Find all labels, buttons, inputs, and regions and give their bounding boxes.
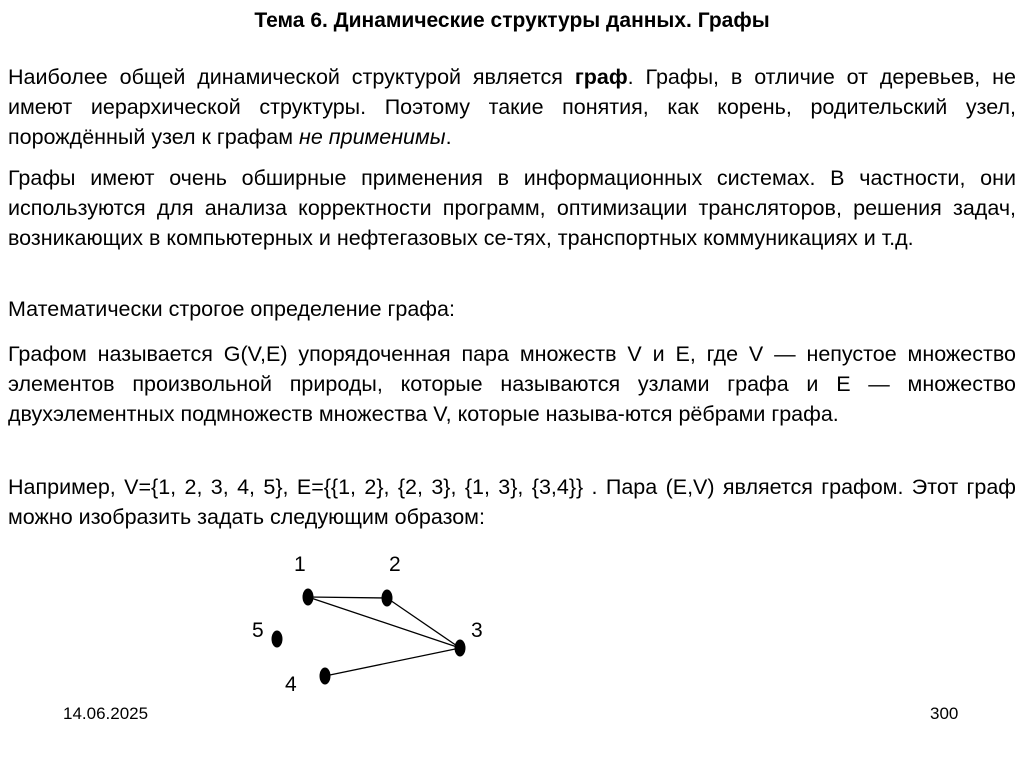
paragraph-applications: Графы имеют очень обширные применения в информационных системах. В частности, они используются для анализа корректности программ, оптимизации трансляторов, решения задач, возникающих в компьютерных и нефтегазовых се-тях, транспортных коммуникациях и т.д. xyxy=(8,166,1016,250)
term-graph: граф xyxy=(574,65,628,89)
footer-date: 14.06.2025 xyxy=(63,704,149,723)
edge-1-2 xyxy=(308,597,387,598)
node-label-4: 4 xyxy=(285,673,297,696)
node-label-2: 2 xyxy=(389,553,401,576)
intro-text-1: Наиболее общей динамической структурой является xyxy=(8,65,575,89)
paragraph-definition: Графом называется G(V,E) упорядоченная пара множеств V и E, где V — непустое множество элементов произвольной природы, которые называются узлами графа и E — множество двухэлементных подмножеств множества V, которые называ-ются рёбрами графа. xyxy=(8,342,1016,426)
node-1 xyxy=(303,589,314,606)
paragraph-definition-heading: Математически строгое определение графа: xyxy=(8,297,455,321)
graph-labels xyxy=(252,553,483,696)
node-3 xyxy=(455,640,466,657)
intro-text-3: . xyxy=(445,125,452,149)
edge-3-4 xyxy=(325,648,460,676)
slide-title: Тема 6. Динамические структуры данных. Графы xyxy=(254,9,770,32)
paragraph-example: Например, V={1, 2, 3, 4, 5}, E={{1, 2}, {2, 3}, {1, 3}, {3,4}} . Пара (E,V) является графом. Этот граф можно изобразить задать следующим образом: xyxy=(8,475,1016,529)
node-5 xyxy=(272,631,283,648)
node-4 xyxy=(320,668,331,685)
edge-2-3 xyxy=(387,598,460,648)
graph-edges xyxy=(308,597,460,676)
paragraph-intro xyxy=(8,62,1016,152)
node-label-1: 1 xyxy=(294,553,306,576)
emphasis-not-applicable: не применимы xyxy=(299,125,446,149)
graph-nodes xyxy=(272,589,466,685)
page-number: 300 xyxy=(930,704,959,723)
node-2 xyxy=(382,590,393,607)
intro-text-2: . Графы, в отличие от деревьев, не имеют иерархической структуры. Поэтому такие понятия, как корень, родительский узел, порождённый узел к графам xyxy=(8,65,1016,149)
graph-diagram xyxy=(230,545,510,700)
node-label-3: 3 xyxy=(471,619,483,642)
node-label-5: 5 xyxy=(252,619,264,642)
